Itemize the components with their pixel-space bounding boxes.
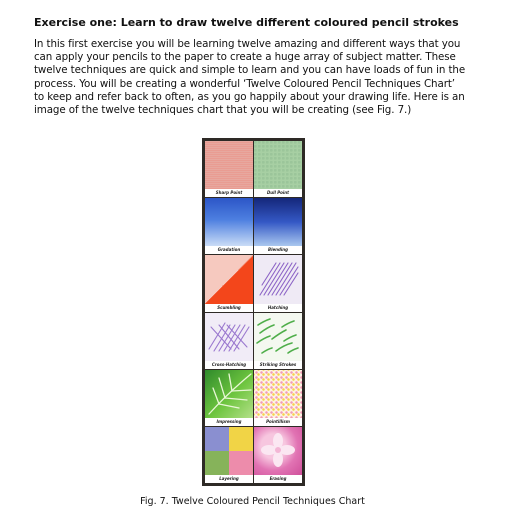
technique-label: Dull Point (254, 189, 302, 197)
technique-label: Impressing (205, 418, 253, 426)
technique-cell-blending (254, 198, 302, 254)
technique-cell-gradation (205, 198, 253, 254)
technique-cell-erasing (254, 427, 302, 483)
figure-caption: Fig. 7. Twelve Coloured Pencil Techniques Chart (140, 496, 365, 507)
leaf-veins (205, 370, 253, 417)
techniques-grid (205, 141, 302, 483)
technique-cell-sharp-point (205, 141, 253, 197)
hatching-swatch (254, 255, 302, 303)
paragraph-line: can apply your pencils to the paper to create a huge array of subject matter. These (34, 51, 456, 64)
paragraph-line: to keep and refer back to often, as you go happily about your drawing life. Here is an (34, 90, 465, 103)
technique-cell-hatching (254, 255, 302, 311)
technique-cell-striking-strokes (254, 313, 302, 369)
technique-label: Gradation (205, 246, 253, 254)
scumbling-swatch (205, 255, 253, 303)
technique-cell-scumbling (205, 255, 253, 311)
technique-label: Layering (205, 475, 253, 483)
sharp-point-swatch (205, 141, 253, 189)
technique-label: Hatching (254, 304, 302, 312)
technique-cell-impressing (205, 370, 253, 426)
hatching-strokes (254, 255, 302, 302)
technique-label: Striking Strokes (254, 361, 302, 369)
layering-swatch (205, 427, 253, 475)
pointillism-swatch (254, 370, 302, 418)
technique-label: Cross-Hatching (205, 361, 253, 369)
technique-label: Blending (254, 246, 302, 254)
cross-hatching-strokes (205, 313, 253, 360)
paragraph-line: twelve techniques are quick and simple to learn and you can have loads of fun in the (34, 64, 466, 77)
technique-label: Pointillism (254, 418, 302, 426)
technique-cell-dull-point (254, 141, 302, 197)
technique-cell-pointillism (254, 370, 302, 426)
technique-label: Scumbling (205, 304, 253, 312)
techniques-chart-image (202, 138, 305, 486)
technique-cell-cross-hatching (205, 313, 253, 369)
paragraph-line: image of the twelve techniques chart that you will be creating (see Fig. 7.) (34, 104, 412, 117)
technique-label: Erasing (254, 475, 302, 483)
technique-cell-layering (205, 427, 253, 483)
erasing-swatch (254, 427, 302, 475)
blending-swatch (254, 198, 302, 246)
striking-strokes (254, 313, 302, 360)
exercise-heading: Exercise one: Learn to draw twelve different coloured pencil strokes (34, 16, 459, 29)
striking-strokes-swatch (254, 313, 302, 361)
paragraph-line: process. You will be creating a wonderful ‘Twelve Coloured Pencil Techniques Chart’ (34, 77, 455, 90)
erased-flower (254, 427, 302, 474)
gradation-swatch (205, 198, 253, 246)
impressing-swatch (205, 370, 253, 418)
technique-label: Sharp Point (205, 189, 253, 197)
dull-point-swatch (254, 141, 302, 189)
paragraph-line: In this first exercise you will be learning twelve amazing and different ways that you (34, 38, 461, 50)
intro-paragraph (34, 38, 480, 117)
cross-hatching-swatch (205, 313, 253, 361)
